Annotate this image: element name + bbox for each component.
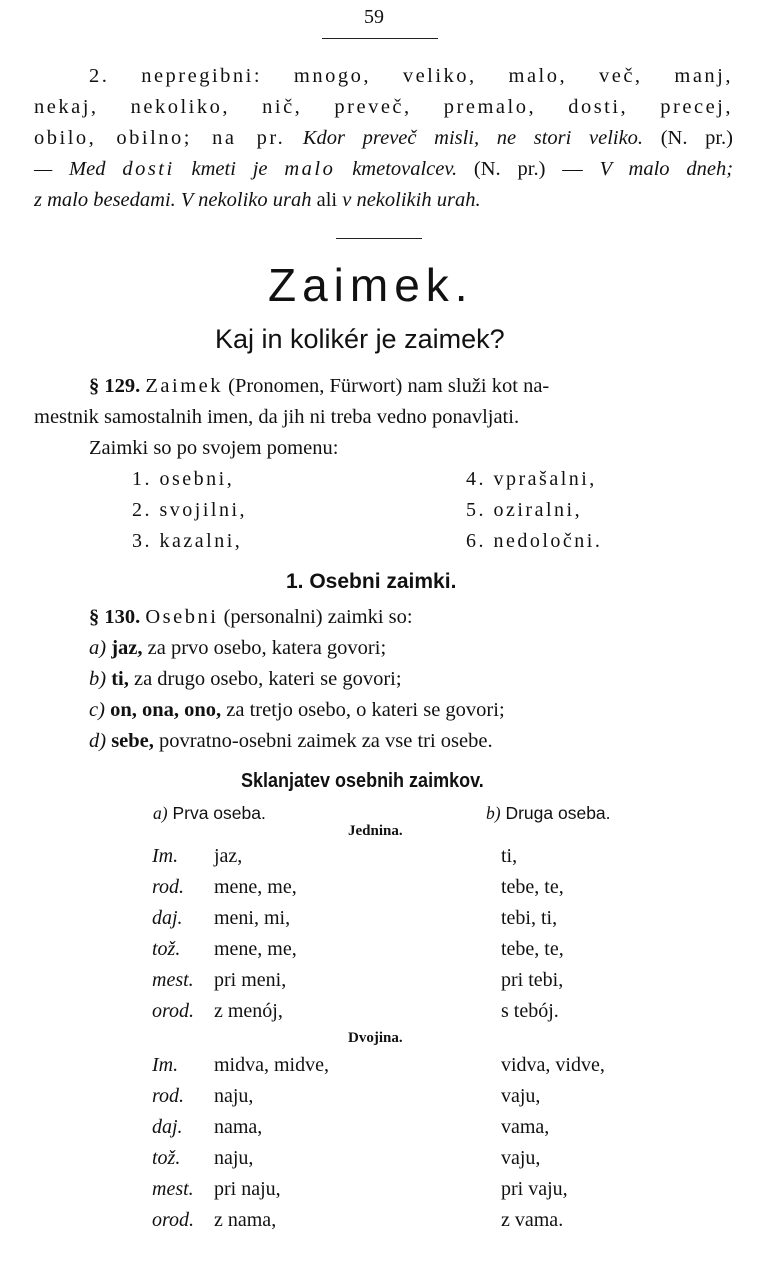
singular-label: Jednina. xyxy=(348,823,403,839)
section-number: § 129. xyxy=(89,375,141,397)
second-person-form: ti, xyxy=(501,845,518,867)
usage-text: za drugo osebo, kateri se govori; xyxy=(133,668,402,690)
usage-text: za prvo osebo, katera govori; xyxy=(147,637,387,659)
item-label: svojilni, xyxy=(159,499,248,521)
second-person-form: vidva, vidve, xyxy=(501,1054,605,1076)
second-person-form: vama, xyxy=(501,1116,550,1138)
case-label: daj. xyxy=(152,1116,183,1138)
text: (Pronomen, Fürwort) nam služi kot na- xyxy=(228,375,550,397)
list-marker: c) xyxy=(89,699,105,721)
list-marker: b) xyxy=(89,668,107,690)
pronoun-usage-item xyxy=(89,637,386,660)
column-marker: a) xyxy=(153,803,168,823)
text: (N. pr.) — xyxy=(473,158,583,180)
case-label: rod. xyxy=(152,1085,185,1107)
example-text: kmetovalcev. xyxy=(352,158,458,180)
section-number: § 130. xyxy=(89,606,141,628)
case-label: mest. xyxy=(152,1178,194,1200)
first-person-form: mene, me, xyxy=(214,938,297,960)
example-text: z malo besedami. V nekoliko urah xyxy=(34,189,312,211)
column-header-second-person xyxy=(486,803,611,824)
pronoun-usage-item xyxy=(89,699,505,722)
pronoun-kind-item xyxy=(466,530,602,553)
first-person-form: mene, me, xyxy=(214,876,297,898)
item-label: oziralni, xyxy=(493,499,583,521)
first-person-form: naju, xyxy=(214,1147,254,1169)
pronoun-kind-item xyxy=(132,499,247,522)
item-number: 2. xyxy=(132,499,152,521)
paragraph-line xyxy=(34,154,733,185)
column-label: Druga oseba. xyxy=(505,803,611,823)
usage-text: povratno-osebni zaimek za vse tri osebe. xyxy=(159,730,493,752)
pronoun-kind-item xyxy=(466,499,582,522)
item-number: 6. xyxy=(466,530,486,552)
text: (N. pr.) xyxy=(660,127,733,149)
dual-label: Dvojina. xyxy=(348,1030,403,1046)
case-label: Im. xyxy=(152,1054,179,1076)
example-text: kmeti je xyxy=(191,158,268,180)
item-label: kazalni, xyxy=(159,530,243,552)
item-label: vprašalni, xyxy=(493,468,597,490)
second-person-form: tebe, te, xyxy=(501,938,564,960)
first-person-form: meni, mi, xyxy=(214,907,291,929)
first-person-form: pri naju, xyxy=(214,1178,281,1200)
pronoun-form: jaz, xyxy=(111,637,143,659)
section-divider xyxy=(336,238,422,239)
usage-text: za tretjo osebo, o kateri se govori; xyxy=(226,699,505,721)
item-label: osebni, xyxy=(159,468,235,490)
section-129 xyxy=(34,371,733,464)
text: (personalni) zaimki so: xyxy=(223,606,413,628)
column-label: Prva oseba. xyxy=(172,803,266,823)
second-person-form: z vama. xyxy=(501,1209,564,1231)
item-label: nedoločni. xyxy=(493,530,603,552)
text: ali xyxy=(316,189,338,211)
paragraph-line: Zaimki so po svojem pomenu: xyxy=(89,437,339,459)
paragraph-line: 2. nepregibni: mnogo, veliko, malo, več, manj, xyxy=(89,65,733,87)
page-number: 59 xyxy=(364,6,384,28)
paragraph-line: nekaj, nekoliko, nič, preveč, premalo, dosti, precej, xyxy=(34,96,733,118)
first-person-form: jaz, xyxy=(214,845,243,867)
case-label: rod. xyxy=(152,876,185,898)
pronoun-form: sebe, xyxy=(111,730,154,752)
second-person-form: s tebój. xyxy=(501,1000,559,1022)
first-person-form: pri meni, xyxy=(214,969,287,991)
second-person-form: vaju, xyxy=(501,1085,541,1107)
case-label: Im. xyxy=(152,845,179,867)
second-person-form: pri tebi, xyxy=(501,969,564,991)
case-label: orod. xyxy=(152,1209,195,1231)
case-label: mest. xyxy=(152,969,194,991)
first-person-form: naju, xyxy=(214,1085,254,1107)
first-person-form: nama, xyxy=(214,1116,263,1138)
adverb-paragraph xyxy=(34,61,733,216)
section-130-intro xyxy=(89,606,413,629)
second-person-form: tebi, ti, xyxy=(501,907,558,929)
item-number: 3. xyxy=(132,530,152,552)
paragraph-line xyxy=(34,371,733,402)
column-marker: b) xyxy=(486,803,501,823)
column-header-first-person xyxy=(153,803,266,824)
chapter-title: Zaimek. xyxy=(268,259,474,311)
page-number-rule xyxy=(322,38,438,39)
item-number: 5. xyxy=(466,499,486,521)
example-text: malo xyxy=(284,158,336,180)
pronoun-usage-item xyxy=(89,668,402,691)
section-heading: 1. Osebni zaimki. xyxy=(286,570,457,593)
example-text: v nekolikih urah. xyxy=(342,189,481,211)
first-person-form: z nama, xyxy=(214,1209,277,1231)
pronoun-usage-item xyxy=(89,730,493,753)
case-label: orod. xyxy=(152,1000,195,1022)
paragraph-line xyxy=(34,123,733,154)
case-label: tož. xyxy=(152,1147,181,1169)
term: Zaimek xyxy=(145,375,223,397)
first-person-form: midva, midve, xyxy=(214,1054,329,1076)
first-person-form: z menój, xyxy=(214,1000,283,1022)
text: obilo, obilno; na pr. xyxy=(34,127,286,149)
item-number: 4. xyxy=(466,468,486,490)
pronoun-form: on, ona, ono, xyxy=(110,699,222,721)
item-number: 1. xyxy=(132,468,152,490)
case-label: tož. xyxy=(152,938,181,960)
paragraph-line xyxy=(34,185,733,216)
second-person-form: pri vaju, xyxy=(501,1178,568,1200)
example-text: Kdor preveč misli, ne stori veliko. xyxy=(302,127,644,149)
list-marker: a) xyxy=(89,637,107,659)
pronoun-form: ti, xyxy=(111,668,129,690)
pronoun-kind-item xyxy=(132,468,234,491)
pronoun-kind-item xyxy=(466,468,597,491)
second-person-form: tebe, te, xyxy=(501,876,564,898)
term: Osebni xyxy=(145,606,219,628)
second-person-form: vaju, xyxy=(501,1147,541,1169)
case-label: daj. xyxy=(152,907,183,929)
example-text: dosti xyxy=(122,158,175,180)
example-text: — Med xyxy=(34,158,106,180)
list-marker: d) xyxy=(89,730,107,752)
example-text: V malo dneh; xyxy=(599,158,734,180)
declension-heading: Sklanjatev osebnih zaimkov. xyxy=(241,770,484,792)
paragraph-line: mestnik samostalnih imen, da jih ni treba vedno ponavljati. xyxy=(34,406,520,428)
pronoun-kind-item xyxy=(132,530,242,553)
chapter-subtitle: Kaj in kolikér je zaimek? xyxy=(215,324,505,354)
